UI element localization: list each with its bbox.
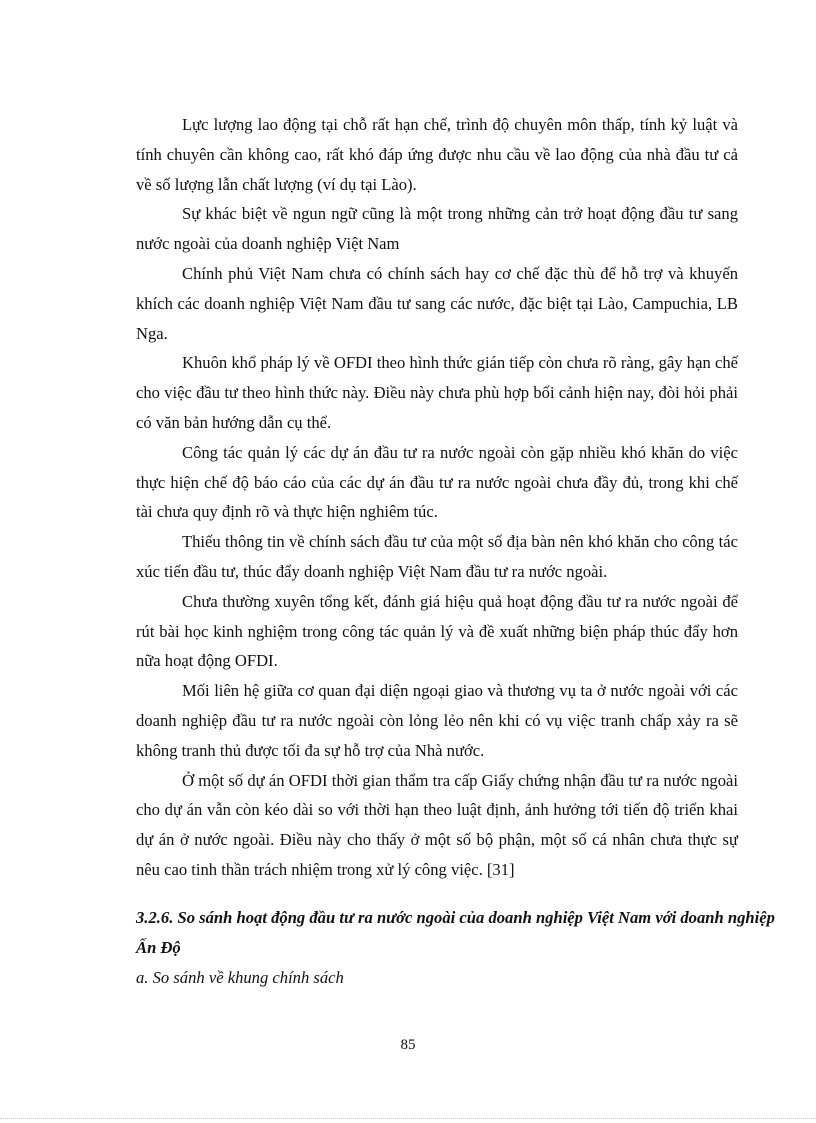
paragraph-local-labor: Lực lượng lao động tại chỗ rất hạn chế, trình độ chuyên môn thấp, tính kỷ luật và tính chuyên cần không cao, rất khó đáp ứng được nhu cầu về lao động của nhà đầu tư cả về số lượng lẫn chất lượng (ví dụ tại Lào). <box>136 115 738 194</box>
subsection-heading: a. So sánh về khung chính sách <box>136 968 344 987</box>
page-bottom-divider <box>0 1118 816 1119</box>
body-text <box>136 110 738 885</box>
section-heading: 3.2.6. So sánh hoạt động đầu tư ra nước ngoài của doanh nghiệp Việt Nam với doanh nghiệp Ấn Độ <box>136 908 775 957</box>
paragraph-evaluation: Chưa thường xuyên tổng kết, đánh giá hiệu quả hoạt động đầu tư ra nước ngoài để rút bài học kinh nghiệm trong công tác quản lý và đề xuất những biện pháp thúc đẩy hơn nữa hoạt động OFDI. <box>136 591 738 671</box>
paragraph-diplomatic-liaison: Mối liên hệ giữa cơ quan đại diện ngoại giao và thương vụ ta ở nước ngoài với các doanh nghiệp đầu tư ra nước ngoài còn lỏng lẻo nên khi có vụ việc tranh chấp xảy ra sẽ không tranh thủ được tối đa sự hỗ trợ của Nhà nước. <box>136 681 738 760</box>
paragraph-legal-framework: Khuôn khổ pháp lý về OFDI theo hình thức gián tiếp còn chưa rõ ràng, gây hạn chế cho việc đầu tư theo hình thức này. Điều này chưa phù hợp bối cảnh hiện nay, đòi hỏi phải có văn bản hướng dẫn cụ thể. <box>136 353 738 432</box>
paragraph-project-management: Công tác quản lý các dự án đầu tư ra nước ngoài còn gặp nhiều khó khăn do việc thực hiện chế độ báo cáo của các dự án đầu tư ra nước ngoài chưa đầy đủ, trong khi chế tài chưa quy định rõ và thực hiện nghiêm túc. <box>136 442 738 522</box>
paragraph-government-policy: Chính phủ Việt Nam chưa có chính sách hay cơ chế đặc thù để hỗ trợ và khuyến khích các doanh nghiệp Việt Nam đầu tư sang các nước, đặc biệt tại Lào, Campuchia, LB Nga. <box>136 263 738 343</box>
paragraph-approval-time: Ở một số dự án OFDI thời gian thẩm tra cấp Giấy chứng nhận đầu tư ra nước ngoài cho dự án vẫn còn kéo dài so với thời hạn theo luật định, ảnh hưởng tới tiến độ triển khai dự án ở nước ngoài. Điều này cho thấy ở một số bộ phận, một số cá nhân chưa thực sự nêu cao tinh thần trách nhiệm trong xử lý công việc. [31] <box>136 770 738 879</box>
paragraph-language-barrier: Sự khác biệt về ngun ngữ cũng là một trong những cản trở hoạt động đầu tư sang nước ngoài của doanh nghiệp Việt Nam <box>136 204 738 254</box>
paragraph-information-lack: Thiếu thông tin về chính sách đầu tư của một số địa bàn nên khó khăn cho công tác xúc tiến đầu tư, thúc đẩy doanh nghiệp Việt Nam đầu tư ra nước ngoài. <box>136 532 738 581</box>
section-heading-block <box>136 903 776 993</box>
page-number: 85 <box>400 1037 416 1053</box>
